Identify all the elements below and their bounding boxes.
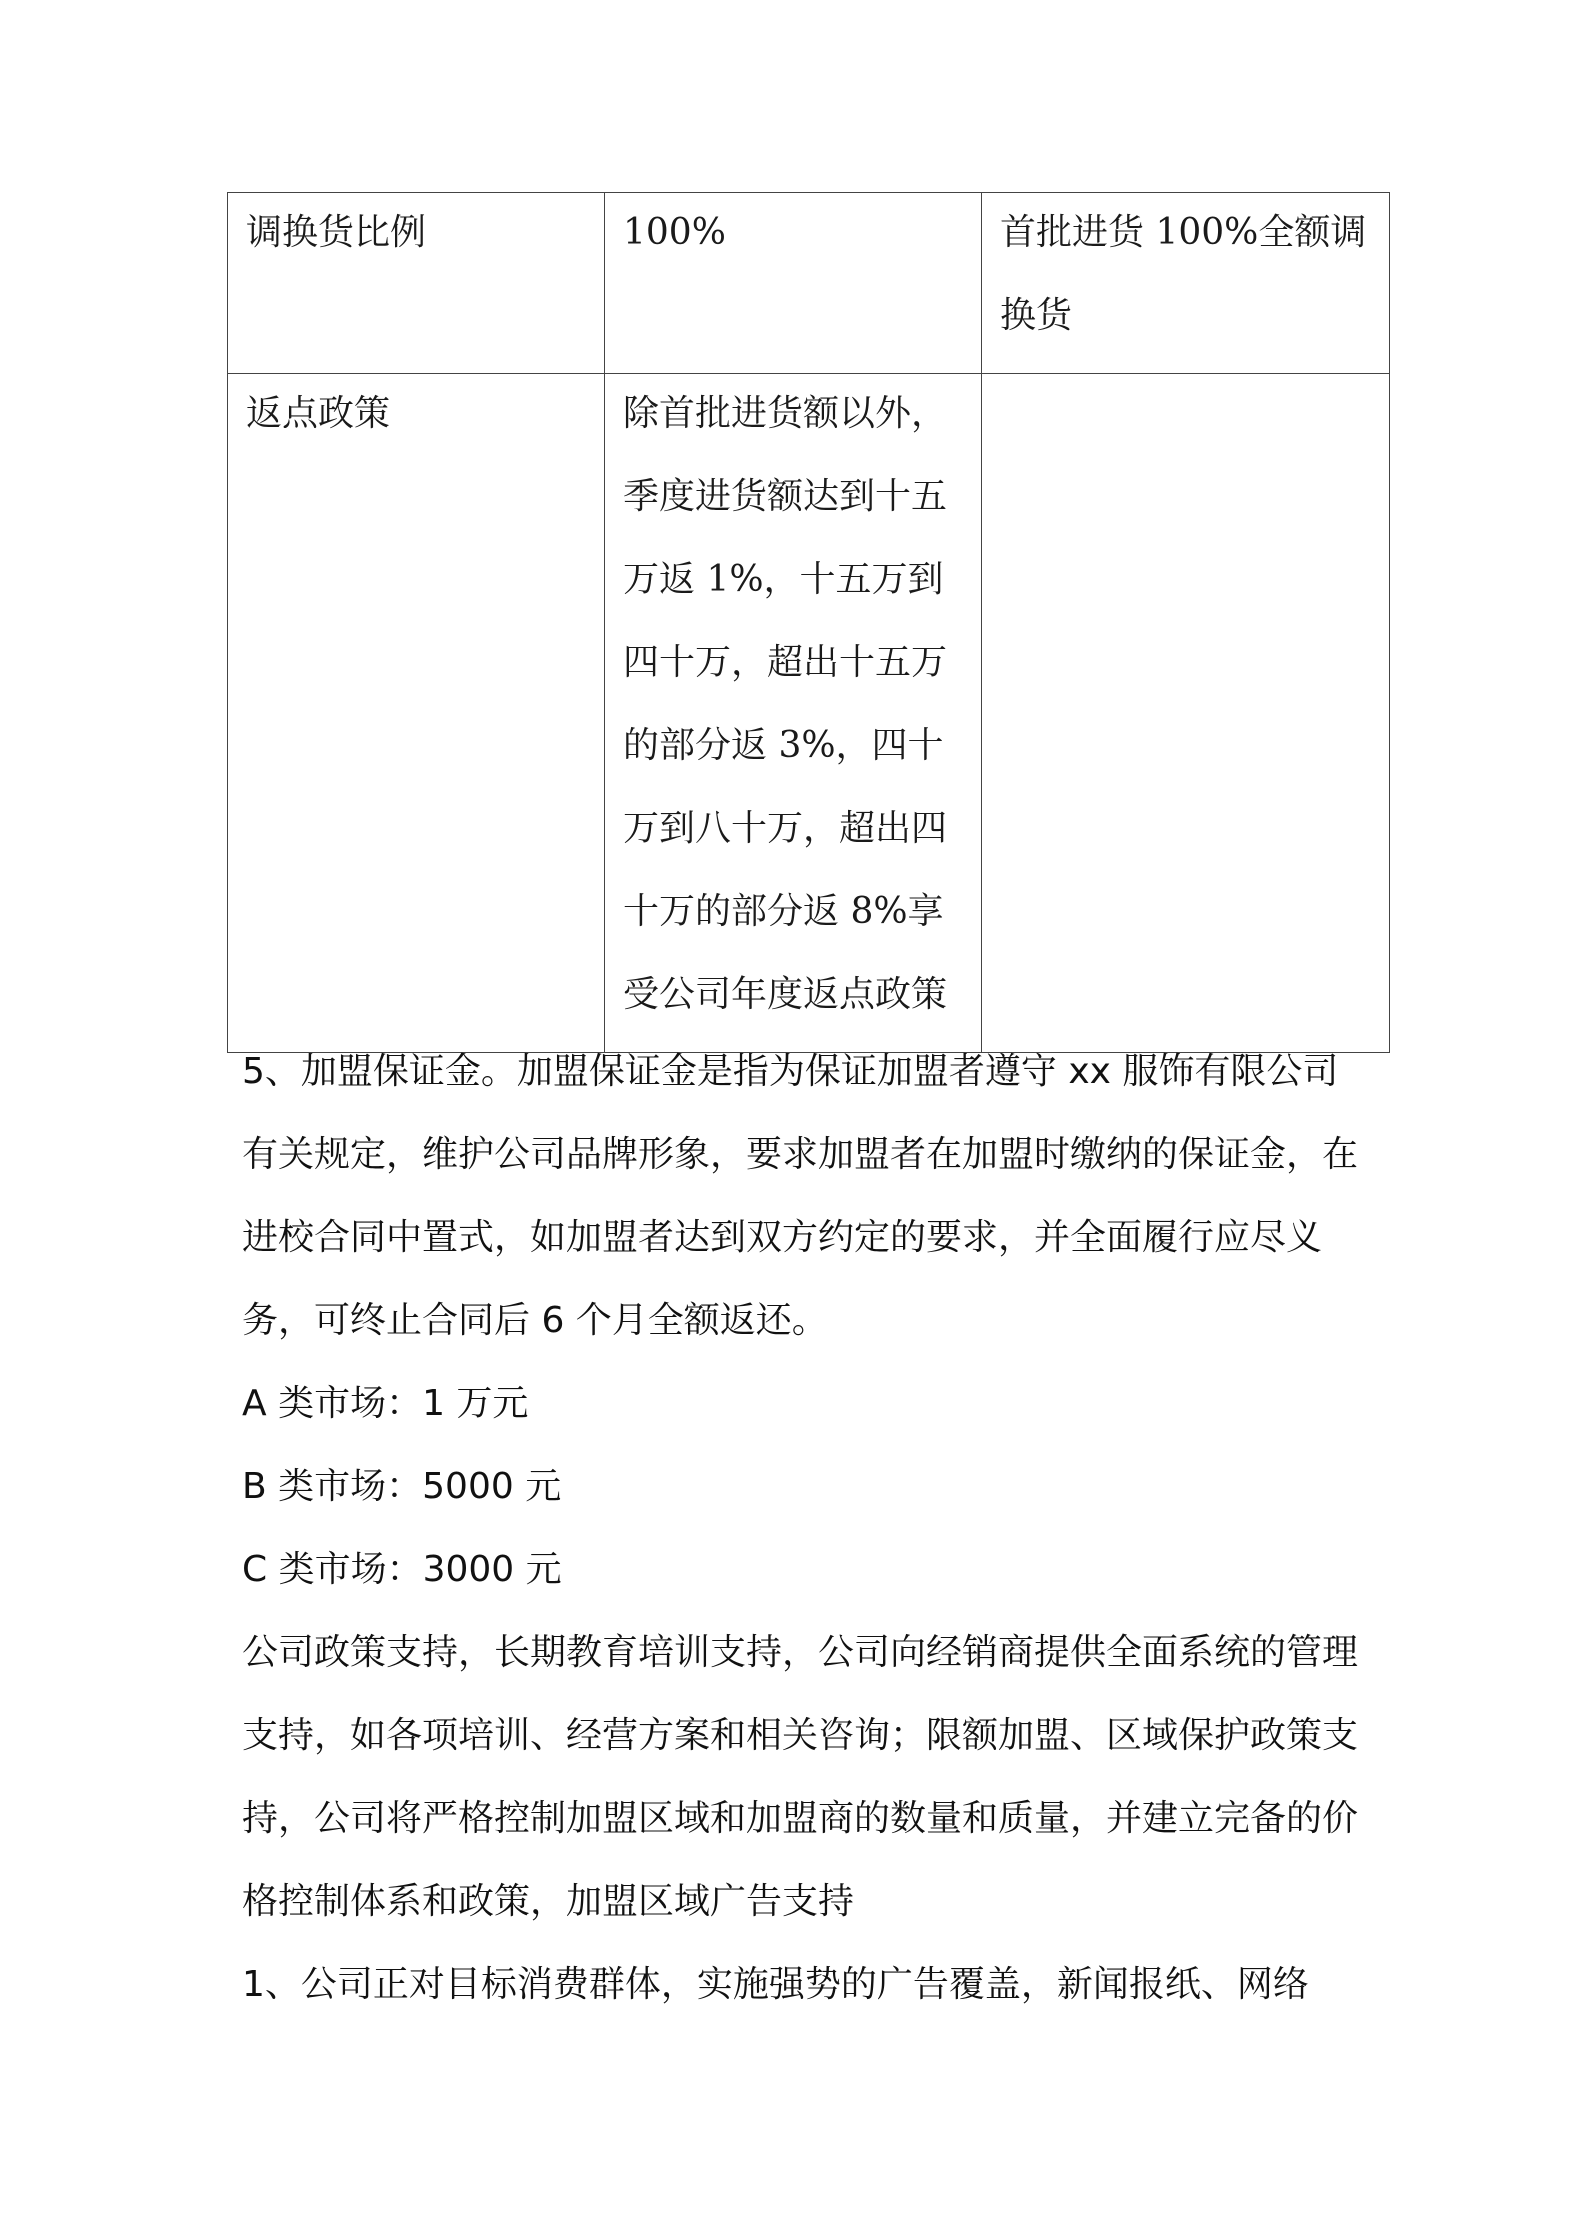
market-b-line: B 类市场：5000 元 [242, 1466, 562, 1507]
table-row-rebate-policy [228, 374, 1390, 1053]
ad-paragraph: 1、公司正对目标消费群体，实施强势的广告覆盖，新闻报纸、网络 [242, 1964, 1309, 2005]
table-cell-value [605, 374, 982, 1053]
table-cell-note [982, 193, 1390, 374]
table-cell-value [605, 193, 982, 374]
exchange-ratio-label: 调换货比例 [246, 212, 427, 253]
deposit-paragraph: 5、加盟保证金。加盟保证金是指为保证加盟者遵守 xx 服饰有限公司有关规定，维护公司品牌形象，要求加盟者在加盟时缴纳的保证金，在进校合同中置式，如加盟者达到双方约定的要求，并全面履行应尽义务，可终止合同后 6 个月全额返还。 [242, 1051, 1359, 1341]
support-paragraph: 公司政策支持，长期教育培训支持，公司向经销商提供全面系统的管理支持，如各项培训、经营方案和相关咨询；限额加盟、区域保护政策支持，公司将严格控制加盟区域和加盟商的数量和质量，并建立完备的价格控制体系和政策，加盟区域广告支持 [242, 1632, 1359, 1922]
rebate-policy-label: 返点政策 [246, 393, 391, 434]
table-cell-label [228, 193, 605, 374]
policy-table [227, 192, 1390, 1053]
exchange-ratio-note: 首批进货 100%全额调换货 [1000, 212, 1367, 336]
market-c-line: C 类市场：3000 元 [242, 1549, 562, 1590]
body-text [242, 1030, 1362, 2026]
rebate-policy-value: 除首批进货额以外，季度进货额达到十五万返 1%，十五万到四十万，超出十五万的部分返 3%，四十万到八十万，超出四十万的部分返 8%享受公司年度返点政策 [623, 393, 948, 1015]
exchange-ratio-value: 100% [623, 212, 726, 253]
market-a-line: A 类市场：1 万元 [242, 1383, 529, 1424]
table-cell-label [228, 374, 605, 1053]
table-row-exchange-ratio [228, 193, 1390, 374]
table-cell-note [982, 374, 1390, 1053]
